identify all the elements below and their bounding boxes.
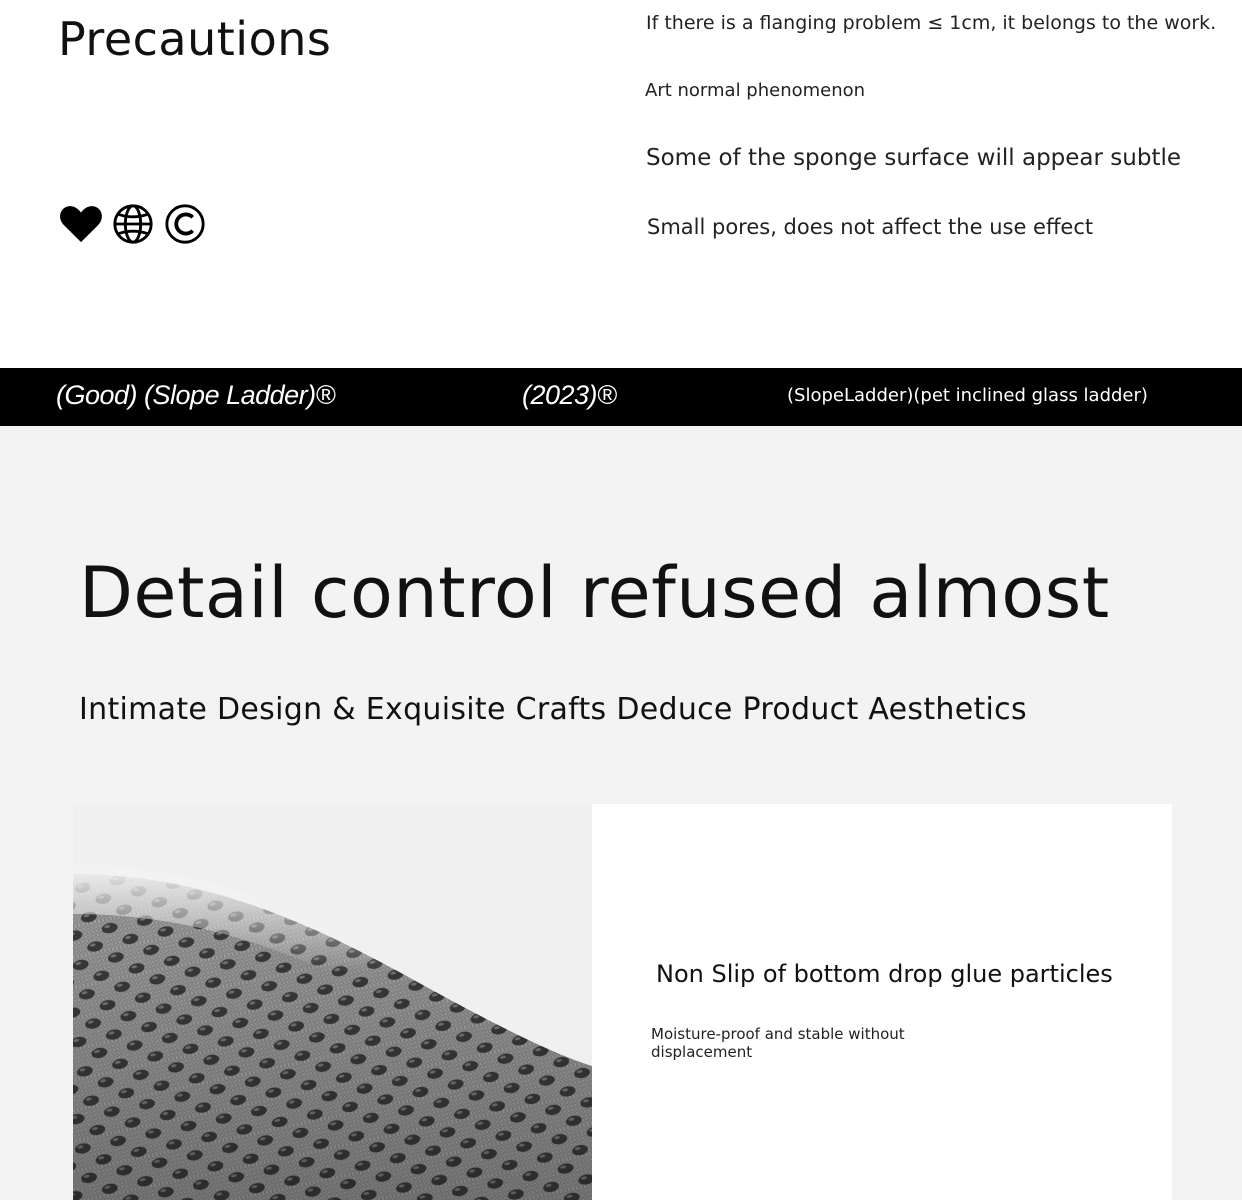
- heart-icon: [58, 202, 104, 246]
- note-sponge-surface: Some of the sponge surface will appear subtle: [646, 145, 1181, 171]
- icon-row: [58, 202, 208, 246]
- band-year: (2023)®: [522, 380, 617, 410]
- product-texture-image: [73, 804, 592, 1200]
- feature-card: [73, 804, 1172, 1200]
- copyright-icon: [162, 202, 208, 246]
- note-small-pores: Small pores, does not affect the use effect: [647, 215, 1094, 239]
- detail-headline: Detail control refused almost: [79, 552, 1110, 634]
- band-product: (SlopeLadder)(pet inclined glass ladder): [787, 385, 1148, 406]
- precautions-section: [0, 0, 1242, 368]
- texture-illustration: [73, 804, 592, 1200]
- note-normal-phenomenon: Art normal phenomenon: [645, 80, 866, 101]
- feature-title: Non Slip of bottom drop glue particles: [656, 960, 1113, 988]
- feature-description: Moisture-proof and stable without displacement: [651, 1025, 905, 1061]
- detail-section: [0, 426, 1242, 1200]
- globe-icon: [110, 202, 156, 246]
- note-flanging: If there is a flanging problem ≤ 1cm, it belongs to the work.: [646, 12, 1217, 34]
- precautions-title: Precautions: [58, 12, 332, 66]
- detail-subheadline: Intimate Design & Exquisite Crafts Deduce Product Aesthetics: [79, 692, 1027, 727]
- brand-band: [0, 368, 1242, 426]
- band-brand: (Good) (Slope Ladder)®: [56, 380, 336, 410]
